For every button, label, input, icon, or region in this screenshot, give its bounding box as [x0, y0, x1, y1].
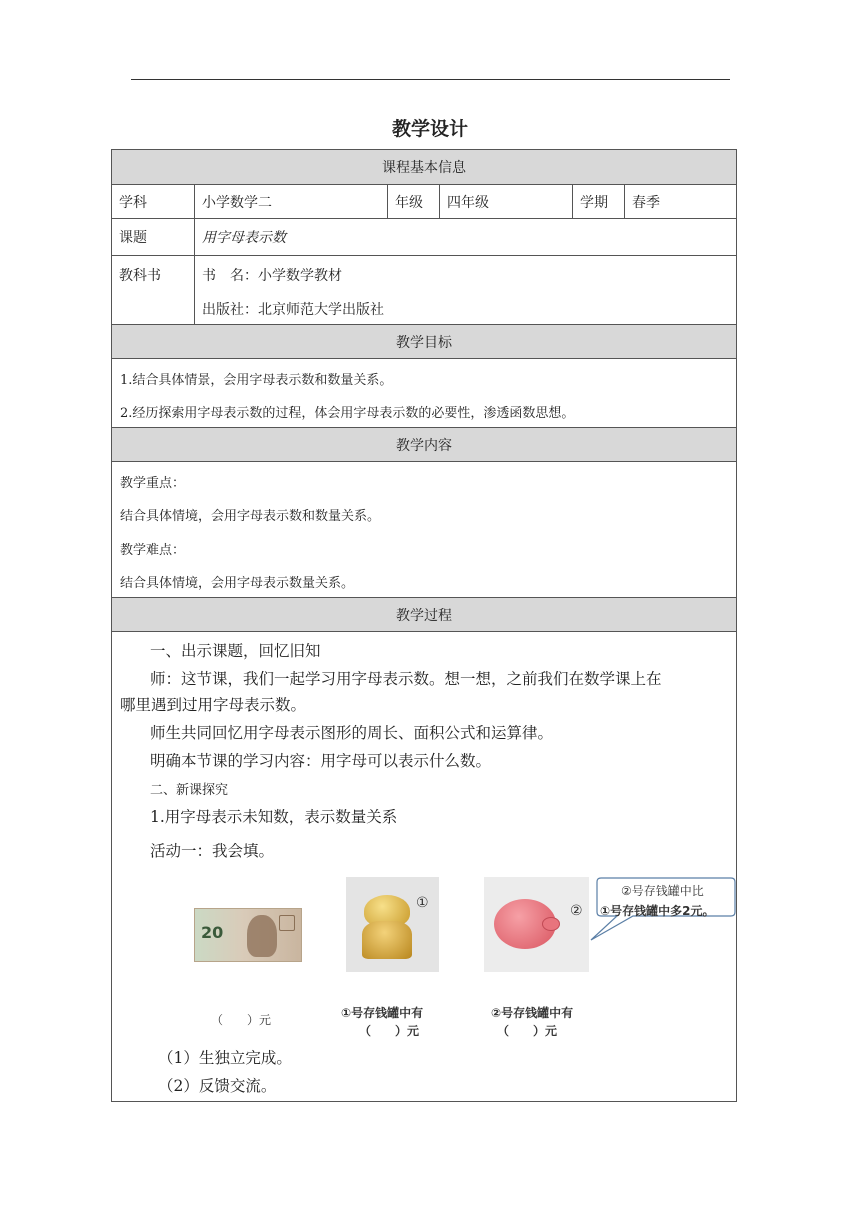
textbook-name: 书 名：小学数学教材 — [202, 268, 342, 284]
textbook-row — [112, 256, 736, 325]
watermark-shape — [279, 915, 295, 931]
lesson-table — [111, 149, 737, 1102]
activity-title: 活动一：我会填。 — [150, 842, 275, 860]
pig-caption-line1: ②号存钱罐中有 — [491, 1006, 574, 1020]
banknote-caption: （ ）元 — [211, 1013, 272, 1027]
subject-label: 学科 — [112, 185, 195, 218]
term-value: 春季 — [632, 194, 660, 211]
section-header-goals: 教学目标 — [112, 325, 736, 359]
key-point-label: 教学重点： — [120, 476, 186, 491]
process-body — [112, 632, 736, 1101]
piggy-bank-image — [484, 877, 589, 972]
process-heading-1: 一、出示课题，回忆旧知 — [150, 642, 321, 660]
step-item: （1）生独立完成。 — [158, 1049, 292, 1067]
section-header-process: 教学过程 — [112, 598, 736, 632]
key-point-text: 结合具体情境，会用字母表示数和数量关系。 — [120, 509, 381, 524]
goals-body — [112, 359, 736, 428]
lucky-cat-image — [346, 877, 439, 972]
cat-caption-line2: （ ）元 — [359, 1024, 420, 1038]
process-subheading: 1.用字母表示未知数，表示数量关系 — [150, 808, 398, 826]
topic-value: 用字母表示数 — [202, 230, 286, 246]
cat-marker: ① — [416, 895, 429, 911]
process-paragraph: 师生共同回忆用字母表示图形的周长、面积公式和运算律。 — [150, 724, 554, 742]
topic-label: 课题 — [112, 219, 195, 255]
bubble-line1: ②号存钱罐中比 — [621, 884, 704, 898]
pig-marker: ② — [570, 903, 583, 919]
pig-caption-line2: （ ）元 — [497, 1024, 558, 1038]
process-heading-2: 二、新课探究 — [150, 783, 229, 798]
step-item: （2）反馈交流。 — [158, 1077, 277, 1095]
term-label: 学期 — [573, 185, 625, 218]
bubble-line2: ①号存钱罐中多2元。 — [600, 904, 715, 918]
grade-value: 四年级 — [440, 185, 573, 218]
cat-body-shape — [362, 921, 412, 959]
content-body — [112, 462, 736, 598]
topic-row — [112, 219, 736, 256]
goal-item: 2.经历探索用字母表示数的过程，体会用字母表示数的必要性，渗透函数思想。 — [120, 406, 575, 421]
pig-snout-shape — [542, 917, 560, 931]
textbook-info — [195, 256, 736, 324]
banknote-value: 20 — [201, 923, 224, 942]
process-paragraph: 明确本节课的学习内容：用字母可以表示什么数。 — [150, 752, 492, 770]
process-paragraph: 师：这节课，我们一起学习用字母表示数。想一想，之前我们在数学课上在 — [150, 670, 662, 688]
cat-caption-line1: ①号存钱罐中有 — [341, 1006, 424, 1020]
difficult-point-text: 结合具体情境，会用字母表示数量关系。 — [120, 576, 355, 591]
difficult-point-label: 教学难点： — [120, 543, 186, 558]
subject-value: 小学数学二 — [195, 185, 388, 218]
banknote-image — [194, 908, 302, 962]
portrait-shape — [247, 915, 277, 957]
subject-row — [112, 185, 736, 219]
page-title: 教学设计 — [391, 118, 468, 140]
section-header-basic-info: 课程基本信息 — [112, 150, 736, 185]
header-rule — [131, 79, 730, 80]
textbook-publisher: 出版社：北京师范大学出版社 — [202, 302, 384, 318]
process-paragraph: 哪里遇到过用字母表示数。 — [120, 696, 307, 714]
section-header-content: 教学内容 — [112, 428, 736, 462]
grade-label: 年级 — [388, 185, 440, 218]
textbook-label: 教科书 — [112, 256, 195, 324]
goal-item: 1.结合具体情景，会用字母表示数和数量关系。 — [120, 373, 393, 388]
